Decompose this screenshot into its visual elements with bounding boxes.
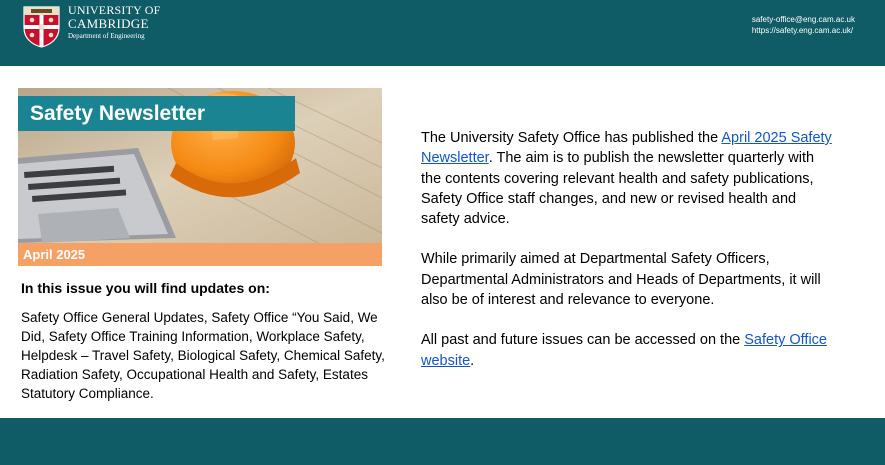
page-footer [0,418,885,465]
university-line-2: CAMBRIDGE [68,16,149,31]
issue-topics: Safety Office General Updates, Safety Office “You Said, We Did, Safety Office Training Information, Workplace Safety, Helpdesk – Travel Safety, Biological Safety, Chemical Safety, Radiation Safety, Occupational Health and Safety, Estates Statutory Compliance. [21,310,385,401]
p1-text-before: The University Safety Office has published the [421,130,722,146]
newsletter-link[interactable]: April 2025 Safety Newsletter [421,130,832,167]
paragraph-audience: While primarily aimed at Departmental Safety Officers, Departmental Administrators and Heads of Departments, it will also be of interest and relevance to everyone. [421,251,821,309]
page-header [0,0,885,66]
university-wordmark [68,4,161,40]
p1-text-after: . The aim is to publish the newsletter quarterly with the contents covering relevant health and safety publications, Safety Office staff changes, and new or revised health and safety advice. [421,150,815,228]
contact-email[interactable]: safety-office@eng.cam.ac.uk [751,15,855,24]
newsletter-banner-title: Safety Newsletter [18,96,295,131]
university-crest-icon [23,6,60,48]
university-line-1: UNIVERSITY OF [68,3,161,17]
p3-text-after: . [470,352,475,369]
contact-website[interactable]: https://safety.eng.cam.ac.uk/ [751,26,854,35]
contact-info [752,14,855,36]
paragraph-intro [421,128,836,229]
p3-text-before: All past and future issues can be accessed on the [421,332,745,349]
newsletter-description [421,128,836,391]
department-name: Department of Engineering [68,32,145,40]
paragraph-archive [421,330,836,371]
newsletter-hero-image [18,88,382,243]
issue-heading: In this issue you will find updates on: [21,280,270,296]
issue-date-bar: April 2025 [18,243,382,266]
safety-office-website-link[interactable]: Safety Office website [421,332,827,369]
